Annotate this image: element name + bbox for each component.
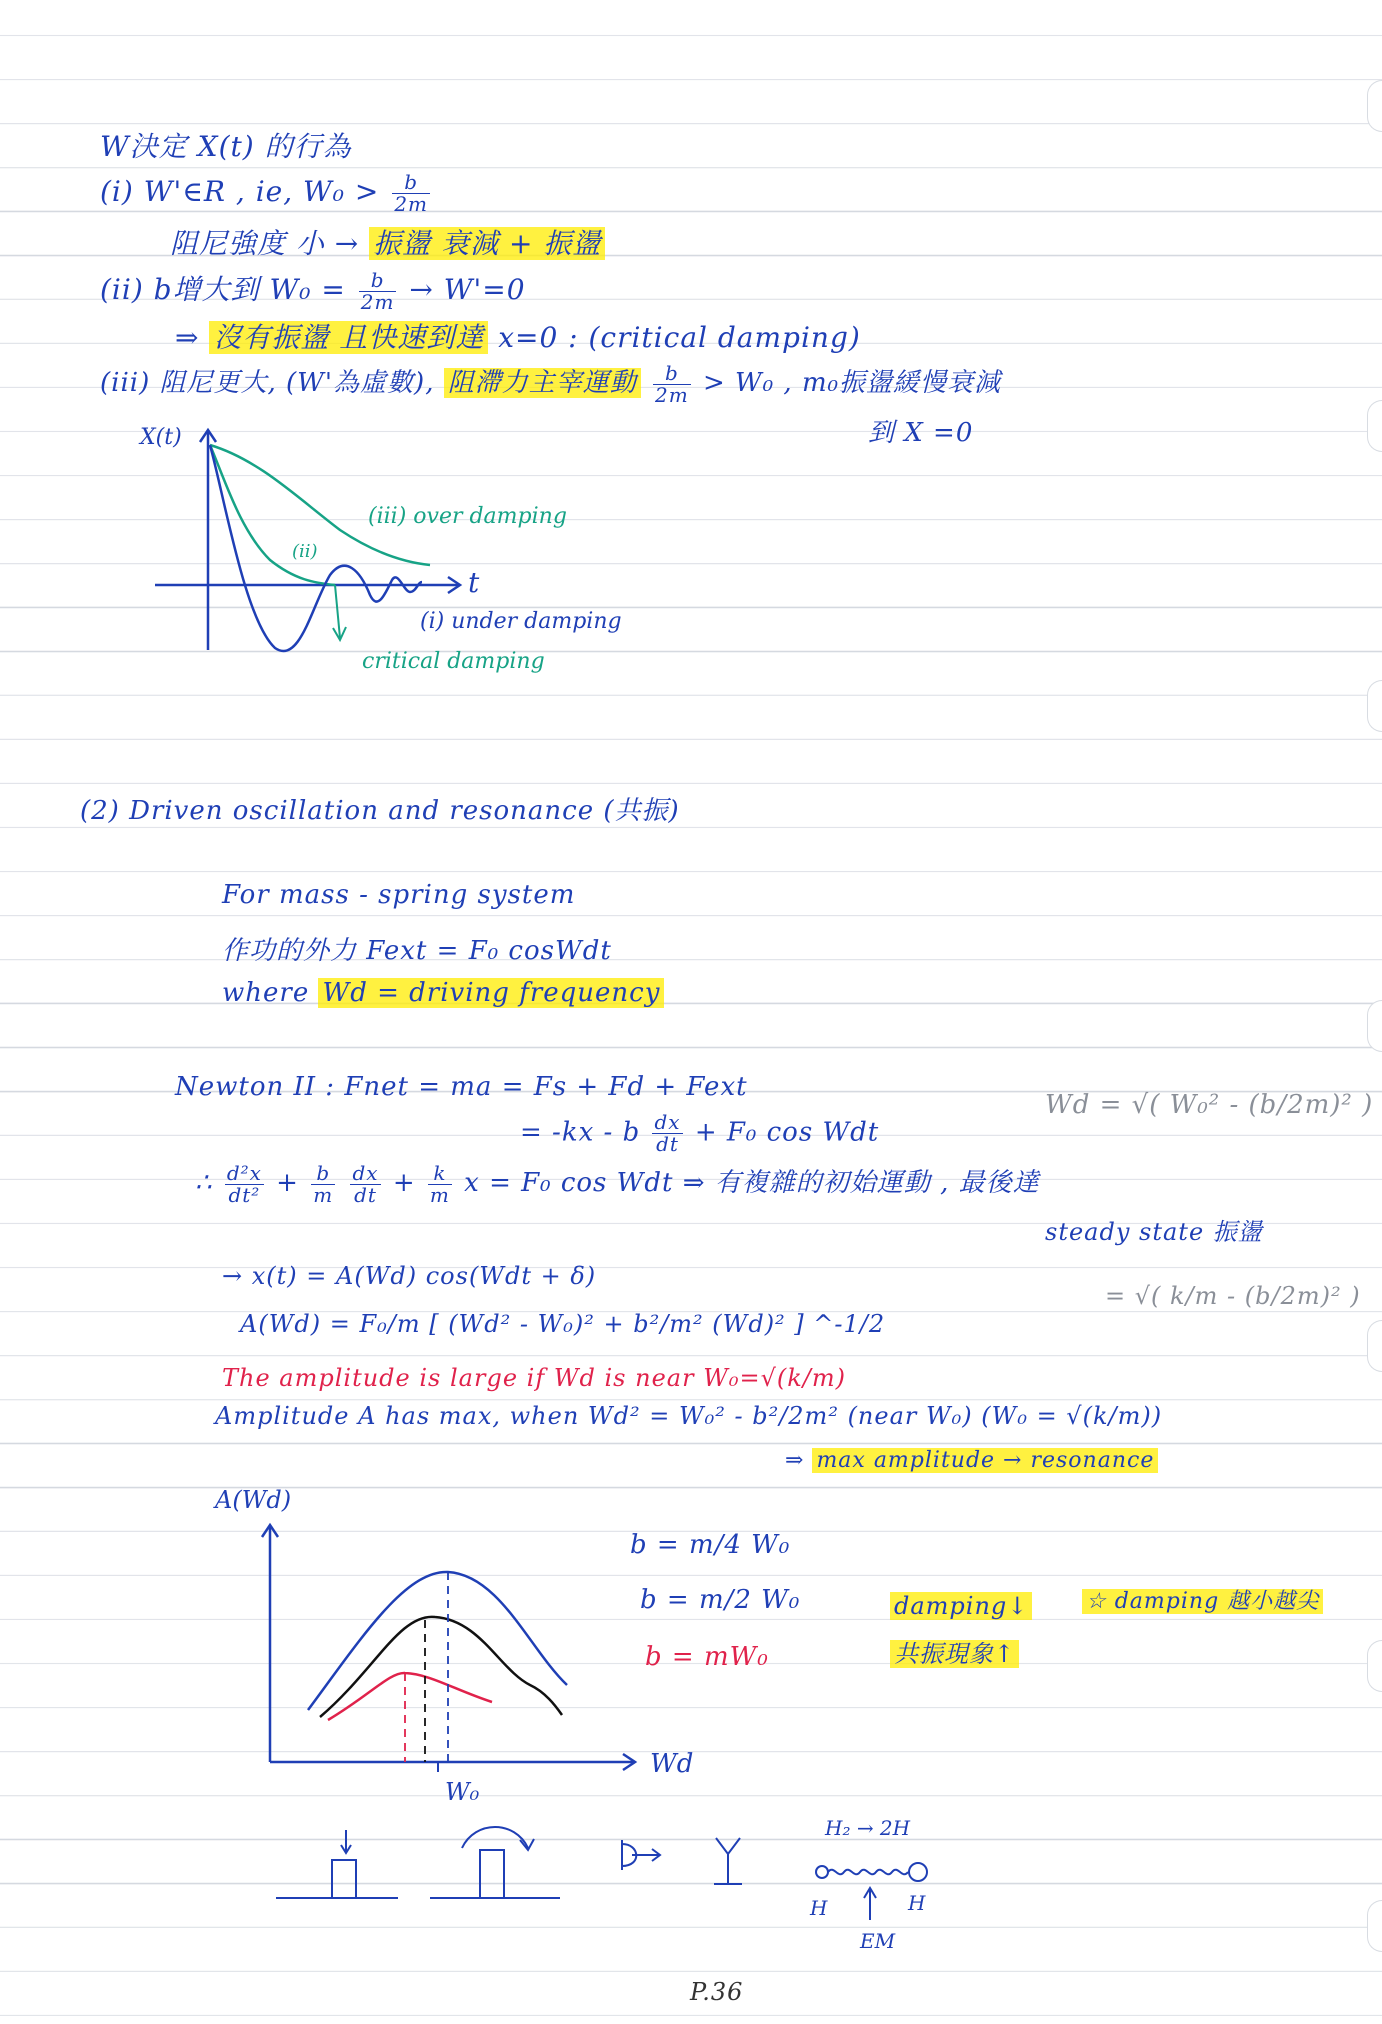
page-number: P.36 — [690, 1978, 744, 2006]
resonance-curve-high-damping — [328, 1673, 492, 1720]
critical-damping-label: critical damping — [362, 649, 545, 674]
punch-hole — [1367, 1000, 1382, 1052]
amplitude-max-line: Amplitude A has max, when Wd² = W₀² - b²/2m² (near W₀) (W₀ = √(k/m)) — [215, 1402, 1163, 1430]
case1-desc: 阻尼強度 小 → — [170, 227, 360, 260]
newton-line2 — [520, 1112, 879, 1155]
punch-hole — [1367, 400, 1382, 452]
section2-line1: For mass - spring system — [222, 880, 576, 910]
x-axis-label: Wd — [650, 1749, 694, 1779]
solution-line2: A(Wd) = F₀/m [ (Wd² - W₀)² + b²/m² (Wd)² ] ^-1/2 — [240, 1310, 886, 1338]
fraction: $\frac{b}{m}$ — [313, 1160, 334, 1207]
punch-hole — [1367, 680, 1382, 732]
bond-spring — [828, 1870, 908, 1875]
case2-description — [175, 316, 861, 356]
y-axis-label: X(t) — [140, 425, 182, 450]
punch-hole — [1367, 1640, 1382, 1692]
under-damping-label: (i) under damping — [420, 609, 622, 634]
case2-label: (ii) — [100, 273, 144, 306]
w0-label: W₀ — [445, 1778, 480, 1806]
case3-continuation: 到 X =0 — [868, 418, 974, 448]
over-damping-label: (iii) over damping — [368, 504, 567, 529]
resonance-highlight: max amplitude → resonance — [812, 1448, 1158, 1473]
case2-arrow: ⇒ — [175, 321, 200, 354]
case1-label: (i) — [100, 175, 134, 208]
critical-damping-curve — [210, 445, 335, 585]
legend-high-damping: b = mW₀ — [645, 1642, 769, 1672]
case1-highlight: 振盪 衰減 + 振盪 — [369, 227, 605, 260]
case3-condition — [100, 362, 1001, 406]
resonance-increase: 共振現象↑ — [890, 1640, 1019, 1668]
intro-heading: W決定 X(t) 的行為 — [100, 130, 352, 163]
damping-decrease: damping↓ — [890, 1592, 1032, 1620]
x-axis-label: t — [468, 566, 480, 599]
case3-label: (iii) — [100, 368, 151, 398]
section2-heading: (2) Driven oscillation and resonance (共振) — [80, 796, 680, 826]
critical-pointer — [335, 585, 340, 638]
equation-of-motion: ∴ $\frac{\text{d²x}}{\text{dt²}}$ + $\frac{b}{m}$ $\frac{dx}{dt}$ + $\frac{k}{m}$ x = F₀ cos Wdt ⇒ 有複雜的初始運動 , 最後達 — [195, 1160, 1040, 1207]
resonance-graph — [200, 1480, 700, 1806]
case2-result: → W'=0 — [409, 273, 526, 306]
block — [332, 1860, 356, 1898]
damping-note — [890, 1592, 1032, 1620]
fraction: $\frac{dx}{dt}$ — [352, 1160, 379, 1207]
where-text: where — [222, 978, 310, 1008]
case2-condition — [100, 268, 526, 313]
implies-symbol: ⇒ — [785, 1448, 805, 1473]
case2-post: x=0 : (critical damping) — [498, 321, 861, 354]
newton-line2-pre: = -kx - b — [520, 1117, 641, 1148]
case3-highlight: 阻滯力主宰運動 — [444, 368, 641, 398]
equation-post: x = F₀ cos Wdt ⇒ 有複雜的初始運動 , 最後達 — [464, 1168, 1040, 1198]
star-note-text: ☆ damping 越小越尖 — [1082, 1589, 1323, 1614]
fraction: $\frac{b}{2m}$ — [655, 360, 689, 407]
section2-line3 — [222, 978, 664, 1008]
case2-cond: b增大到 W₀ = — [153, 273, 346, 306]
wd-formula: Wd = √( W₀² - (b/2m)² ) — [1045, 1090, 1374, 1120]
fraction: $\frac{\text{d²x}}{\text{dt²}}$ — [226, 1160, 262, 1207]
atom-left — [816, 1866, 828, 1878]
h-left-label: H — [810, 1896, 828, 1920]
case1-description — [170, 222, 605, 262]
resonance-note — [890, 1634, 1019, 1669]
atom-right — [909, 1863, 927, 1881]
case3-pre: 阻尼更大, (W'為虛數), — [159, 368, 435, 398]
case2-highlight: 沒有振盪 且快速到達 — [209, 321, 488, 354]
punch-hole — [1367, 1320, 1382, 1372]
em-label: EM — [860, 1929, 896, 1953]
punch-hole — [1367, 1900, 1382, 1952]
fraction: $\frac{dx}{dt}$ — [654, 1110, 681, 1156]
block-2 — [480, 1850, 504, 1898]
therefore-symbol: ∴ — [195, 1168, 213, 1198]
fraction: $\frac{b}{2m}$ — [394, 170, 429, 216]
h2-label: H₂ → 2H — [825, 1816, 911, 1840]
legend-mid-damping: b = m/2 W₀ — [640, 1585, 801, 1615]
resonance-line — [785, 1448, 1158, 1473]
case1-condition — [100, 172, 433, 215]
steady-state-line: steady state 振盪 — [1045, 1218, 1263, 1246]
case1-cond: W'∈R , ie, W₀ > — [143, 175, 380, 208]
newton-line1: Newton II : Fnet = ma = Fs + Fd + Fext — [175, 1072, 748, 1102]
driving-frequency-highlight: Wd = driving frequency — [318, 978, 664, 1008]
legend-low-damping: b = m/4 W₀ — [630, 1530, 791, 1560]
oscillation-arc — [462, 1827, 528, 1848]
wineglass-sketch — [714, 1838, 742, 1884]
newton-line2-post: + F₀ cos Wdt — [694, 1117, 880, 1148]
bottom-sketches — [270, 1810, 990, 1980]
grey-formula: = √( k/m - (b/2m)² ) — [1105, 1282, 1361, 1310]
h-right-label: H — [908, 1891, 926, 1915]
section2-line2: 作功的外力 Fext = F₀ cosWdt — [222, 936, 612, 966]
amplitude-note: The amplitude is large if Wd is near W₀=√(k/m) — [222, 1364, 846, 1392]
damping-graph — [130, 420, 690, 720]
fraction: $\frac{b}{2m}$ — [360, 268, 395, 314]
fraction: $\frac{k}{m}$ — [429, 1160, 450, 1207]
solution-line1: → x(t) = A(Wd) cos(Wdt + δ) — [222, 1262, 597, 1290]
star-note — [1082, 1584, 1323, 1615]
punch-hole — [1367, 80, 1382, 132]
y-axis-label: A(Wd) — [215, 1486, 292, 1514]
case3-post: > W₀ , m₀振盪緩慢衰減 — [702, 368, 1002, 398]
critical-small-label: (ii) — [292, 541, 318, 562]
